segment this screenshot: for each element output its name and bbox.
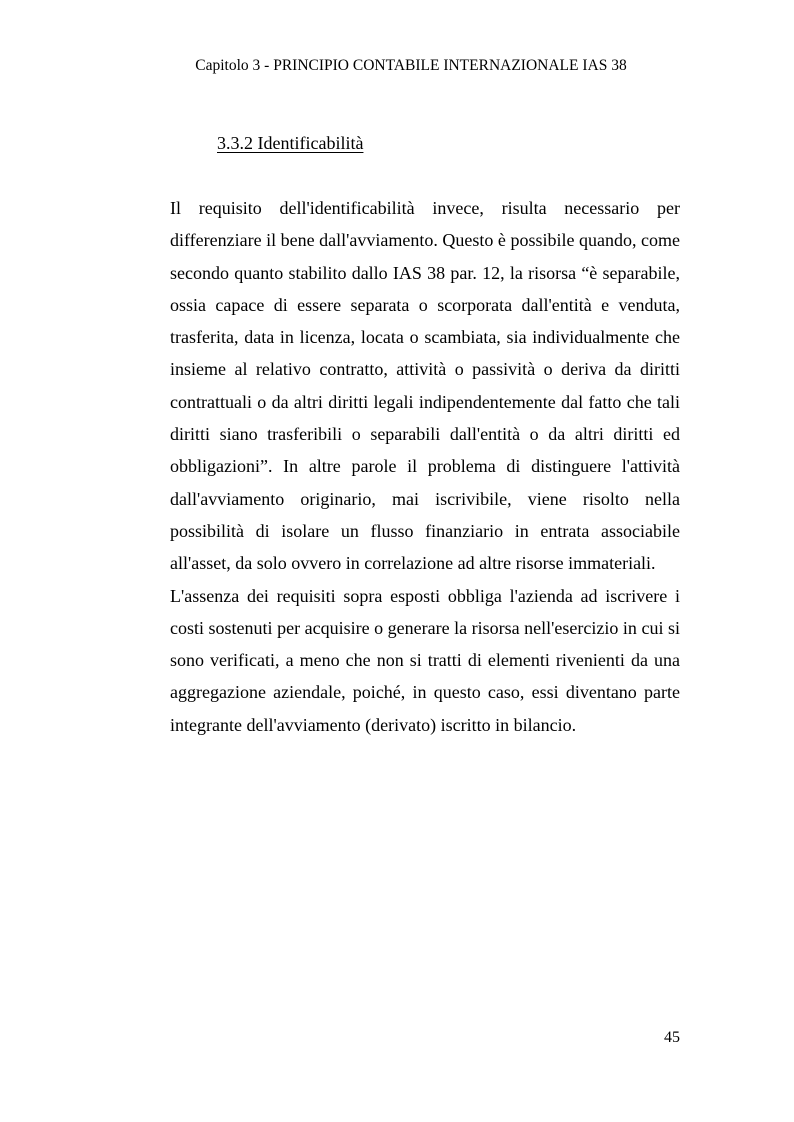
section-heading: 3.3.2 Identificabilità xyxy=(217,133,364,153)
body-text xyxy=(170,192,680,741)
running-header: Capitolo 3 - PRINCIPIO CONTABILE INTERNAZIONALE IAS 38 xyxy=(195,57,627,74)
paragraph-identifiability-requirement: Il requisito dell'identificabilità invece, risulta necessario per differenziare il bene dall'avviamento. Questo è possibile quando, come secondo quanto stabilito dallo IAS 38 par. 12, la risorsa “è separabile, ossia capace di essere separata o scorporata dall'entità e venduta, trasferita, data in licenza, locata o scambiata, sia individualmente che insieme al relativo contratto, attività o passività o deriva da diritti contrattuali o da altri diritti legali indipendentemente dal fatto che tali diritti siano trasferibili o separabili dall'entità o da altri diritti ed obbligazioni”. In altre parole il problema di distinguere l'attività dall'avviamento originario, mai iscrivibile, viene risolto nella possibilità di isolare un flusso finanziario in entrata associabile all'asset, da solo ovvero in correlazione ad altre risorse immateriali. xyxy=(170,198,680,574)
page-number: 45 xyxy=(664,1029,680,1046)
paragraph-missing-requirements: L'assenza dei requisiti sopra esposti obbliga l'azienda ad iscrivere i costi sostenuti per acquisire o generare la risorsa nell'esercizio in cui si sono verificati, a meno che non si tratti di elementi rivenienti da una aggregazione aziendale, poiché, in questo caso, essi diventano parte integrante dell'avviamento (derivato) iscritto in bilancio. xyxy=(170,585,680,735)
